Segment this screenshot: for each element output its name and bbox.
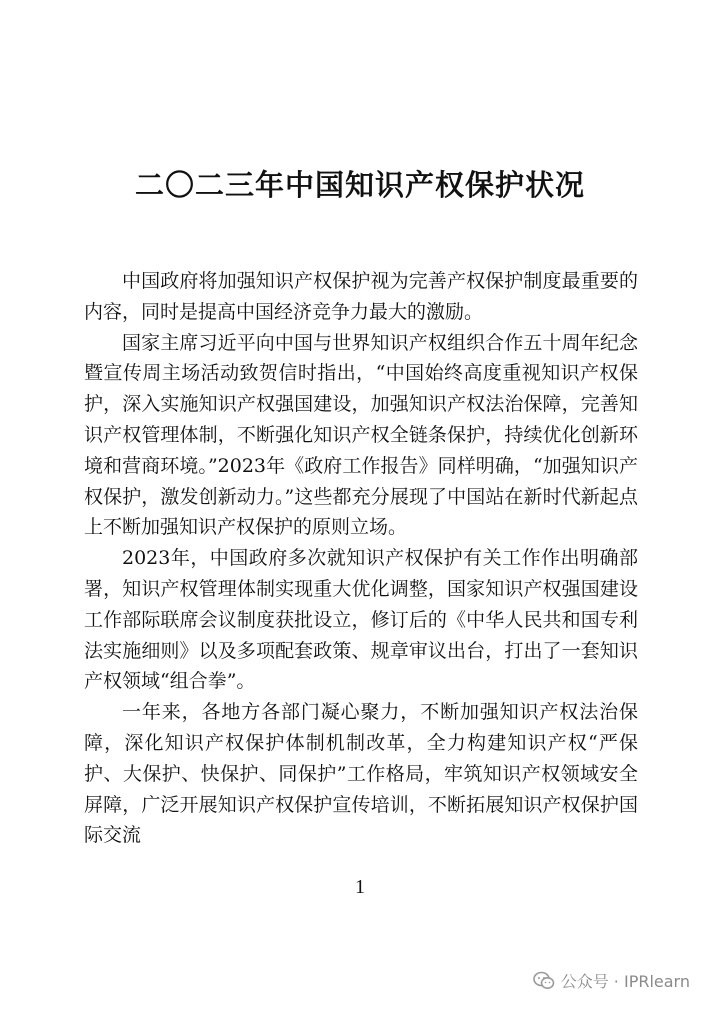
page-number: 1 xyxy=(355,876,365,898)
paragraph-4: 一年来，各地方各部门凝心聚力，不断加强知识产权法治保障，深化知识产权保护体制机制改革，全力构建知识产权“严保护、大保护、快保护、同保护”工作格局，牢筑知识产权领域安全屏障，广泛开展知识产权保护宣传培训，不断拓展知识产权保护国际交流 xyxy=(84,701,638,847)
paragraph-2: 国家主席习近平向中国与世界知识产权组织合作五十周年纪念暨宣传周主场活动致贺信时指出，“中国始终高度重视知识产权保护，深入实施知识产权强国建设，加强知识产权法治保障，完善知识产权管理体制，不断强化知识产权全链条保护，持续优化创新环境和营商环境。”2023年《政府工作报告》同样明确，“加强知识产权保护，激发创新动力。”这些都充分展现了中国站在新时代新起点上不断加强知识产权保护的原则立场。 xyxy=(84,331,638,539)
watermark-text: 公众号 · IPRlearn xyxy=(560,972,690,991)
paragraph-3: 2023年，中国政府多次就知识产权保护有关工作作出明确部署，知识产权管理体制实现重大优化调整，国家知识产权强国建设工作部际联席会议制度获批设立，修订后的《中华人民共和国专利法实施细则》以及多项配套政策、规章审议出台，打出了一套知识产权领域“组合拳”。 xyxy=(84,547,638,693)
wechat-official-account-icon xyxy=(533,971,555,991)
document-body xyxy=(84,266,638,851)
paragraph-1: 中国政府将加强知识产权保护视为完善产权保护制度最重要的内容，同时是提高中国经济竞争力最大的激励。 xyxy=(84,270,638,323)
document-title: 二〇二三年中国知识产权保护状况 xyxy=(134,168,585,202)
watermark xyxy=(533,969,690,992)
